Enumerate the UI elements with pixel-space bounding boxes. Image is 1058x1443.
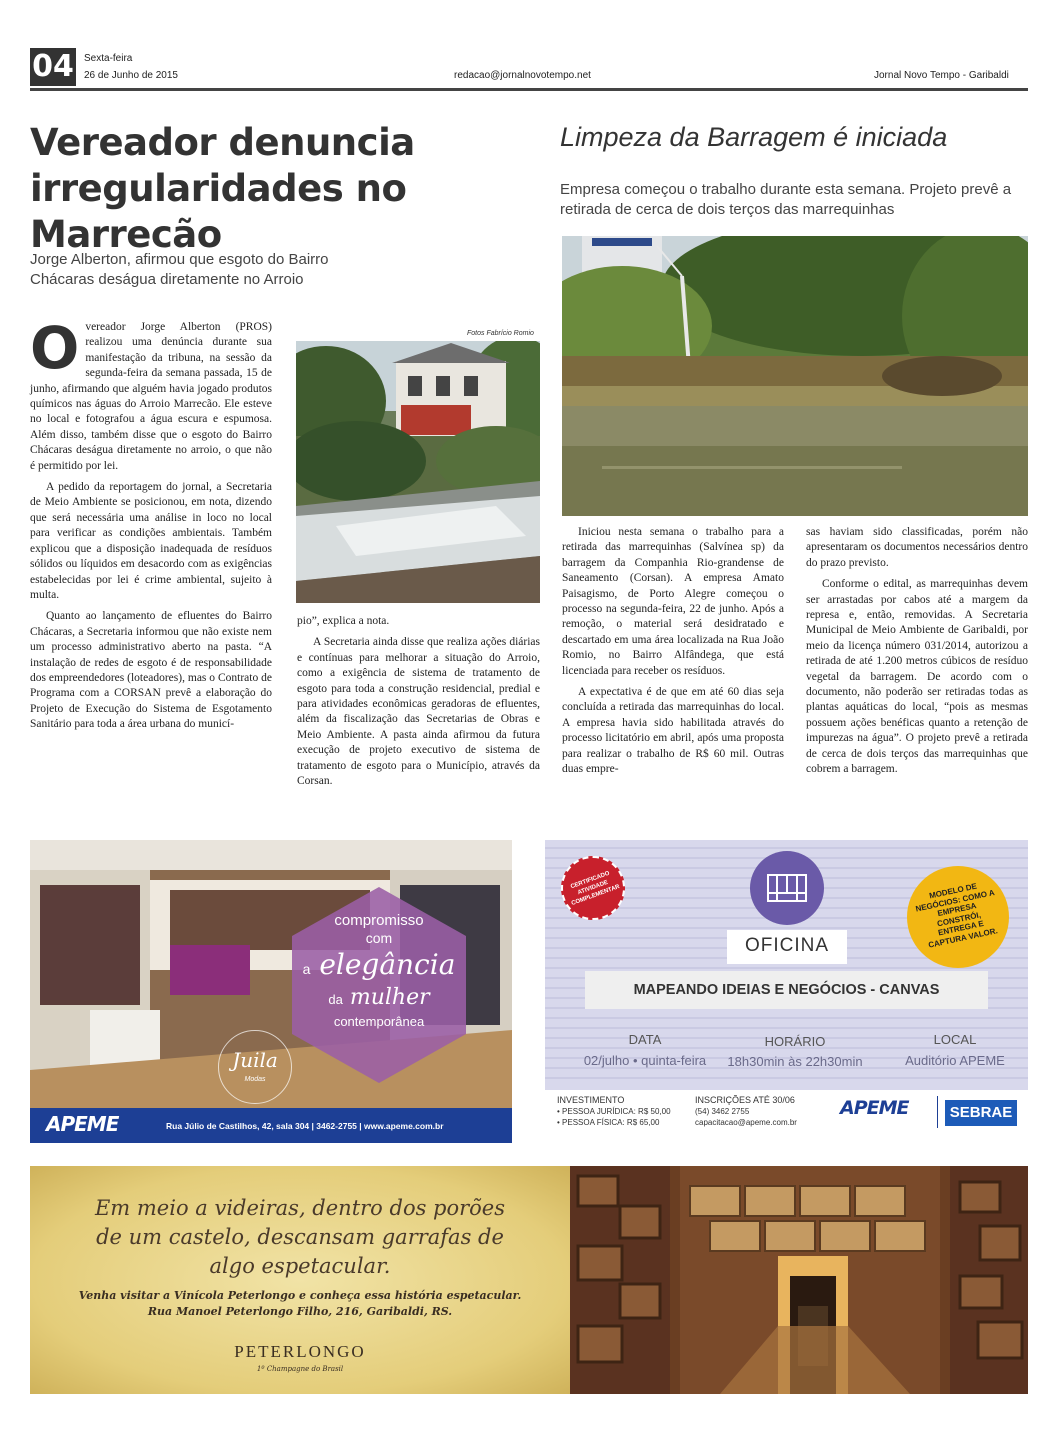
- peterlongo-headline-3: algo espetacular.: [209, 1254, 391, 1278]
- oficina-phone[interactable]: (54) 3462 2755: [695, 1107, 750, 1116]
- business-model-sticker-text: MODELO DE NEGÓCIOS: COMO A EMPRESA CONSTRÓI, ENTREGA E CAPTURA VALOR.: [914, 881, 999, 950]
- article2-title: Limpeza da Barragem é iniciada: [560, 122, 948, 152]
- oficina-label: OFICINA: [744, 935, 830, 956]
- peterlongo-body-1: Venha visitar a Vinícola Peterlongo e conheça essa história espetacular.: [78, 1289, 522, 1302]
- local-value: Auditório APEME: [905, 1053, 1005, 1068]
- newsroom-email[interactable]: redacao@jornalnovotempo.net: [454, 70, 591, 81]
- article2-paragraph-1: Iniciou nesta semana o trabalho para a retirada das marrequinhas (Salvínea sp) da barragem da Companhia Rio-grandense de Saneamento (Corsan). A empresa Amato Paisagismo, de Porto Alegre começou o processo na segunda-feira, 22 de junho. Após a remoção, o material será desidratado e descartado em uma área localizada na Rua João Romio, no Bairro Alfândega, que está licenciada para receber os resíduos.: [562, 526, 784, 677]
- article1-paragraph-2: A pedido da reportagem do jornal, a Secretaria de Meio Ambiente se posicionou, em nota, dizendo que será necessária uma análise in loco no local para verificar as condições ambientais. Também explicou que a disposição inadequada de resíduos sólidos ou líquidos em desacordo com as exigências estabelecidas por lei é crime ambiental, sujeito à multa.: [30, 481, 272, 601]
- article1-subtitle: Jorge Alberton, afirmou que esgoto do Bairro Chácaras deságua diretamente no Arroio: [30, 251, 329, 288]
- peterlongo-brand: PETERLONGO: [234, 1342, 366, 1361]
- canvas-icon: [750, 851, 824, 925]
- juila-ad[interactable]: [30, 840, 512, 1143]
- juila-line3: a: [302, 961, 311, 977]
- peterlongo-tagline: 1º Champagne do Brasil: [256, 1365, 344, 1373]
- article1-title: Vereador denuncia irregularidades no Marrecão: [30, 121, 415, 256]
- article2-column-2: [806, 525, 1028, 784]
- juila-line2: com: [365, 930, 393, 946]
- juila-address[interactable]: Rua Júlio de Castilhos, 42, sala 304 | 3462-2755 | www.apeme.com.br: [166, 1121, 444, 1131]
- weekday: Sexta-feira: [84, 53, 133, 64]
- article2-photo: [562, 236, 1028, 516]
- price-pj: • PESSOA JURÍDICA: R$ 50,00: [557, 1107, 671, 1116]
- peterlongo-ad[interactable]: [30, 1166, 1028, 1394]
- horario-value: 18h30min às 22h30min: [727, 1054, 863, 1069]
- inscricoes-label: INSCRIÇÕES ATÉ 30/06: [695, 1095, 795, 1105]
- dropcap: O: [30, 314, 80, 382]
- article1-paragraph-3: Quanto ao lançamento de efluentes do Bairro Chácaras, a Secretaria informou que não existe nem um processo administrativo aberto na pasta. “A instalação de redes de esgoto é de responsabilidade dos empreendedores (loteadores), mas o Contrato de Programa com a CORSAN prevê a elaboração do Projeto de Execução do Sistema de Esgotamento Sanitário para toda a área urbana do municí-: [30, 610, 272, 731]
- oficina-apeme-logo: APEME: [840, 1097, 909, 1119]
- apeme-logo: APEME: [46, 1112, 119, 1136]
- article2-paragraph-2: A expectativa é de que em até 60 dias seja concluída a retirada das marrequinhas do local. A empresa havia sido habilitada através do processo licitatório em abril, após uma proposta para realizar o trabalho de R$ 60 mil. Outras duas empre-: [562, 686, 784, 776]
- local-label: LOCAL: [933, 1032, 977, 1047]
- article2-column-1: [562, 525, 784, 784]
- juila-brand: Juila: [232, 1048, 278, 1072]
- logo-divider: [937, 1096, 938, 1128]
- peterlongo-headline-1: Em meio a videiras, dentro dos porões: [94, 1196, 506, 1220]
- page-number: 04: [30, 48, 76, 86]
- photo-credit: Fotos Fabrício Romio: [467, 330, 534, 337]
- oficina-ad[interactable]: [545, 840, 1028, 1143]
- juila-line5: da: [328, 992, 343, 1007]
- juila-brand-sub: Modas: [244, 1076, 266, 1083]
- article2-subtitle: Empresa começou o trabalho durante esta semana. Projeto prevê a retirada de cerca de dois terços das marrequinhas: [560, 181, 1012, 218]
- article1-paragraph-5: A Secretaria ainda disse que realiza ações diárias e contínuas para melhorar a situação do Arroio, como a exigência de sistema de tratamento de esgoto para toda a construção residencial, predial e para atividades econômicas geradoras de efluentes, além da fiscalização das Secretarias de Obras e Meio Ambiente. A pasta ainda afirmou da futura execução de projeto executivo de sistema de tratamento de esgoto para o Município, através da Corsan.: [297, 636, 540, 788]
- article2-paragraph-4: Conforme o edital, as marrequinhas devem ser arrastadas por cabos até a margem da represa e, então, removidas. A Secretaria Municipal de Meio Ambiente de Garibaldi, por meio da licença número 031/2014, autorizou a retirada de até 1.200 metros cúbicos de resíduo vegetal da barragem. De acordo com o documento, não poderão ser retiradas todas as plantas aquáticas do local, “pois as mesmas possuem ações benéficas quanto a retenção de impurezas na água”. O projeto prevê a retirada de cerca de dois terços das marrequinhas que cobrem a barragem.: [806, 578, 1028, 776]
- price-pf: • PESSOA FÍSICA: R$ 65,00: [557, 1118, 660, 1127]
- peterlongo-body-2: Rua Manoel Peterlongo Filho, 216, Garibaldi, RS.: [147, 1305, 453, 1318]
- article2-paragraph-3: sas haviam sido classificadas, porém não apresentaram os documentos necessários dentro do prazo previsto.: [806, 526, 1028, 569]
- juila-line7: contemporânea: [333, 1014, 425, 1029]
- oficina-email[interactable]: capacitacao@apeme.com.br: [695, 1118, 797, 1127]
- publication-name: Jornal Novo Tempo - Garibaldi: [874, 70, 1009, 81]
- oficina-title: MAPEANDO IDEIAS E NEGÓCIOS - CANVAS: [633, 982, 940, 998]
- data-label: DATA: [628, 1032, 662, 1047]
- juila-line6: mulher: [349, 985, 430, 1010]
- issue-date: 26 de Junho de 2015: [84, 70, 178, 81]
- juila-line1: compromisso: [334, 912, 424, 929]
- certificate-badge-text: CERTIFICADO ATIVIDADE COMPLEMENTAR: [569, 870, 621, 908]
- article1-paragraph-4: pio”, explica a nota.: [297, 615, 390, 627]
- cellar-photo: [570, 1166, 1028, 1394]
- juila-line4: elegância: [319, 948, 456, 981]
- article1-column-1: [30, 314, 272, 739]
- header-rule: [30, 88, 1028, 91]
- article1-photo: [296, 341, 540, 603]
- article1-paragraph-1: vereador Jorge Alberton (PROS) realizou uma denúncia durante sua manifestação da tribuna, na sessão da segunda-feira da semana passada, 15 de junho, afirmando que alguém havia jogado produtos químicos nas águas do Arroio Marrecão. Ele esteve no local e fotografou a água escura e espumosa. Além disso, também disse que o esgoto do Bairro Chácaras deságua diretamente no arroio, o que não é permitido por lei.: [30, 321, 272, 472]
- data-value: 02/julho • quinta-feira: [583, 1053, 707, 1068]
- article1-column-2: [297, 614, 540, 795]
- horario-label: HORÁRIO: [764, 1034, 826, 1049]
- sebrae-logo: SEBRAE: [949, 1104, 1013, 1121]
- peterlongo-headline-2: de um castelo, descansam garrafas de: [96, 1225, 504, 1249]
- investimento-label: INVESTIMENTO: [557, 1095, 625, 1105]
